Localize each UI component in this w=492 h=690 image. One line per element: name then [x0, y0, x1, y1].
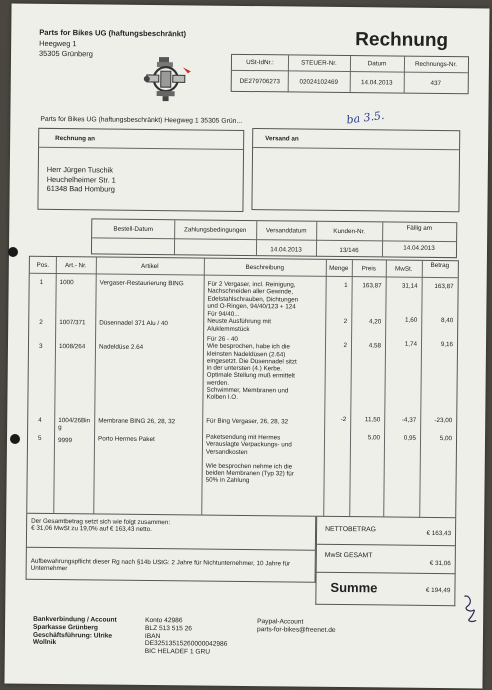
item-4-pos: 4 — [38, 416, 42, 424]
item-3-menge: 2 — [343, 342, 348, 350]
footer-account — [145, 617, 228, 657]
netto-value: € 163,43 — [426, 529, 452, 538]
item-5-pos: 5 — [37, 434, 42, 442]
item-3-desc-line: Wie besprochen, habe ich die — [206, 342, 290, 351]
retention-note — [26, 548, 316, 583]
item-3-pos: 3 — [38, 342, 43, 350]
header-label-steuer: STEUER-Nr. — [301, 59, 337, 67]
order-label-versanddatum: Versanddatum — [265, 227, 307, 235]
header-value-ustid: DE279706273 — [239, 77, 280, 86]
item-3-desc-line: eingesetzt. Die Düsennadel sitzt — [206, 357, 297, 366]
header-table — [231, 54, 469, 94]
totals-breakdown-line: € 31,06 MwSt zu 19,0% auf € 163,43 netto. — [31, 524, 152, 534]
order-value-zahlung — [174, 245, 256, 246]
col-preis: Preis — [361, 265, 377, 273]
item-1-artikel: Vergaser-Restaurierung BING — [99, 279, 184, 288]
header-value-rechnungsnr: 437 — [430, 79, 442, 88]
item-3-desc-line: in der untersten (4.) Kerbe. — [206, 364, 283, 373]
punch-hole — [8, 247, 18, 257]
item-3-desc-line: kleinsten Nadeldüsen (2.64) — [206, 350, 286, 358]
order-label-bestelldatum: Bestell-Datum — [113, 225, 154, 234]
item-5-desc-line: 50% in Zahlung — [205, 477, 250, 485]
item-5-desc-line: Wie besprochen nehme ich die — [205, 462, 293, 471]
item-5-betrag: 5,00 — [439, 435, 453, 443]
item-3-desc-line: Kolben I.O. — [206, 393, 239, 402]
mwst-row — [316, 545, 456, 574]
footer-account-line: DE32513515260000042986 — [144, 640, 228, 649]
item-1-preis: 163,87 — [362, 282, 382, 290]
item-2-desc-line: Für 94/40... — [207, 310, 240, 318]
col-betrag: Betrag — [430, 261, 450, 270]
item-4-preis: 11,50 — [364, 416, 381, 424]
col-beschreibung: Beschreibung — [245, 263, 285, 272]
item-4-desc — [206, 418, 288, 426]
shipping-address-box — [251, 128, 460, 212]
signature-mark-icon — [461, 592, 479, 624]
billing-address-lines — [47, 165, 116, 194]
company-city: 35305 Grünberg — [39, 48, 93, 59]
item-2-desc-line: Aluklemmstück — [207, 325, 250, 333]
item-2-preis: 4,20 — [368, 318, 382, 326]
item-3-mwst: 1,74 — [404, 340, 418, 348]
totals-breakdown-title: Der Gesamtbetrag setzt sich wie folgt zusammen: — [31, 517, 171, 527]
invoice-paper — [4, 4, 489, 689]
item-4-menge: -2 — [340, 415, 347, 424]
totals-breakdown — [26, 514, 316, 551]
item-3-desc — [206, 336, 297, 403]
company-street: Heegweg 1 — [39, 38, 77, 49]
footer-bank-line: Geschäftsführung: Ulrike — [32, 631, 113, 640]
item-5-artikel: Porto Hermes Paket — [97, 435, 155, 444]
netto-label: NETTOBETRAG — [325, 525, 376, 534]
footer-bank-line: Wollnik — [32, 639, 57, 647]
item-5-desc-line: Paketsendung mit Hermes — [206, 433, 281, 442]
item-1-desc-line: und O-Ringen, 94/40/123 + 124 — [207, 302, 296, 311]
billing-name: Herr Jürgen Tuschik — [46, 164, 114, 175]
billing-city: 61348 Bad Homburg — [46, 183, 115, 194]
item-3-betrag: 9,16 — [440, 341, 454, 349]
footer-paypal-line: Paypal-Account — [257, 618, 304, 626]
item-5-preis: 5,00 — [367, 434, 381, 442]
order-value-bestelldatum — [92, 244, 174, 245]
item-3-desc-line: Schwimmer, Membranen und — [206, 386, 289, 395]
item-4-mwst: -4,37 — [401, 416, 417, 424]
mwst-total-value: € 31,06 — [429, 559, 451, 568]
sender-line: Parts for Bikes UG (haftungsbeschränkt) Heegweg 1 35305 Grün... — [40, 115, 243, 125]
item-2-mwst: 1,60 — [404, 316, 418, 324]
summe-label: Summe — [330, 579, 378, 596]
document-title: Rechnung — [355, 29, 449, 52]
mwst-total-label: MwSt GESAMT — [324, 551, 373, 560]
order-value-faellig: 14.04.2013 — [403, 244, 435, 252]
handwritten-note: ba 3.5. — [345, 108, 386, 127]
item-3-preis: 4,58 — [368, 342, 382, 350]
item-1-pos: 1 — [39, 278, 44, 286]
footer-bank-line: Bankverbindung / Account — [33, 615, 117, 624]
header-label-rechnungsnr: Rechnungs-Nr. — [414, 60, 457, 69]
header-value-steuer: 02024102469 — [299, 78, 339, 86]
footer-paypal-line: parts-for-bikes@freenet.de — [256, 625, 336, 634]
item-1-mwst: 31,14 — [401, 282, 418, 290]
item-3-artnr: 1008/264 — [58, 343, 86, 351]
items-table — [26, 256, 459, 518]
item-3-desc-line: Optimale Stellung muß ermittelt — [206, 372, 295, 380]
item-5-mwst: 0,95 — [403, 434, 417, 442]
billing-street: Heuchelheimer Str. 1 — [46, 174, 116, 185]
order-label-kundennr: Kunden-Nr. — [333, 227, 366, 236]
order-label-zahlung: Zahlungsbedingungen — [184, 226, 247, 234]
item-4-desc-line: Für Bing Vergaser, 26, 28, 32 — [206, 417, 289, 426]
item-4-betrag: -23,00 — [434, 416, 453, 425]
item-2-betrag: 8,40 — [440, 317, 454, 325]
retention-text: Aufbewahrungspflicht dieser Rg nach §14b UStG: 2 Jahre für Nichtunternehmer, 10 Jahre für Unternehmer — [30, 557, 291, 573]
item-2-desc — [207, 311, 271, 334]
footer-bank — [33, 616, 117, 648]
item-4-artnr: 1004/26Bing — [58, 417, 91, 432]
footer-account-line: Konto 42986 — [145, 616, 183, 625]
item-2-artnr: 1007/371 — [59, 319, 86, 327]
header-label-ustid: USt-IdNr.: — [246, 58, 274, 67]
col-mwst: MwSt. — [395, 265, 413, 273]
item-2-artikel: Düsennadel 371 Alu / 40 — [99, 319, 168, 328]
footer-bank-line: Sparkasse Grünberg — [33, 623, 98, 632]
item-3-desc-line: Für 26 - 40 — [207, 335, 238, 343]
company-name: Parts for Bikes UG (haftungsbeschränkt) — [39, 27, 187, 39]
col-pos: Pos. — [36, 261, 50, 269]
item-3-desc-line: werden. — [206, 379, 230, 387]
header-label-datum: Datum — [367, 60, 387, 68]
billing-address-box — [37, 128, 244, 212]
item-5-desc-line: Versandkosten — [205, 448, 248, 456]
footer-account-line: BLZ 513 515 26 — [145, 624, 193, 633]
order-info-table — [91, 218, 457, 258]
item-5-artnr: 9999 — [57, 437, 73, 445]
item-4-artikel: Membrane BING 26, 28, 32 — [98, 417, 176, 426]
item-2-pos: 2 — [39, 318, 43, 326]
summe-value: € 194,49 — [425, 586, 451, 595]
summe-row — [315, 573, 455, 606]
col-artnr: Art.- Nr. — [64, 262, 87, 270]
order-value-kundennr: 13/146 — [339, 246, 359, 255]
footer-account-line: IBAN — [144, 632, 161, 640]
shipping-address-label: Versand an — [265, 135, 299, 143]
item-1-desc-line: Nachschneiden aller Gewinde, — [207, 287, 294, 296]
item-3-artikel: Nadeldüse 2.64 — [98, 343, 144, 351]
item-5-desc — [206, 434, 295, 486]
item-5-desc-line: beiden Membranen (Typ 32) für — [205, 469, 294, 478]
item-1-artnr: 1000 — [59, 279, 74, 287]
item-1-desc — [207, 281, 298, 311]
header-value-datum: 14.04.2013 — [360, 79, 393, 87]
item-1-desc-line: Für 2 Vergaser, incl. Reinigung, — [207, 280, 296, 289]
item-1-betrag: 163,87 — [434, 282, 454, 291]
item-2-desc-line: Neuste Ausführung mit — [207, 317, 272, 326]
order-label-faellig: Fällig am — [406, 224, 433, 232]
col-artikel: Artikel — [141, 262, 159, 271]
item-2-menge: 2 — [343, 318, 348, 326]
footer-paypal — [257, 618, 336, 634]
billing-address-label: Rechnung an — [55, 134, 96, 143]
item-5-desc-line: Verauslagte Verpackungs- und — [205, 440, 292, 449]
item-1-menge: 1 — [344, 282, 348, 290]
footer-account-line: BIC HELADEF 1 GRU — [144, 648, 211, 656]
company-logo-icon — [139, 53, 198, 104]
col-menge: Menge — [329, 264, 349, 273]
order-value-versanddatum: 14.04.2013 — [270, 246, 302, 254]
punch-hole — [10, 434, 20, 444]
netto-row — [316, 517, 456, 546]
item-1-desc-line: Edelstahlschrauben, Dichtungen — [207, 295, 299, 304]
